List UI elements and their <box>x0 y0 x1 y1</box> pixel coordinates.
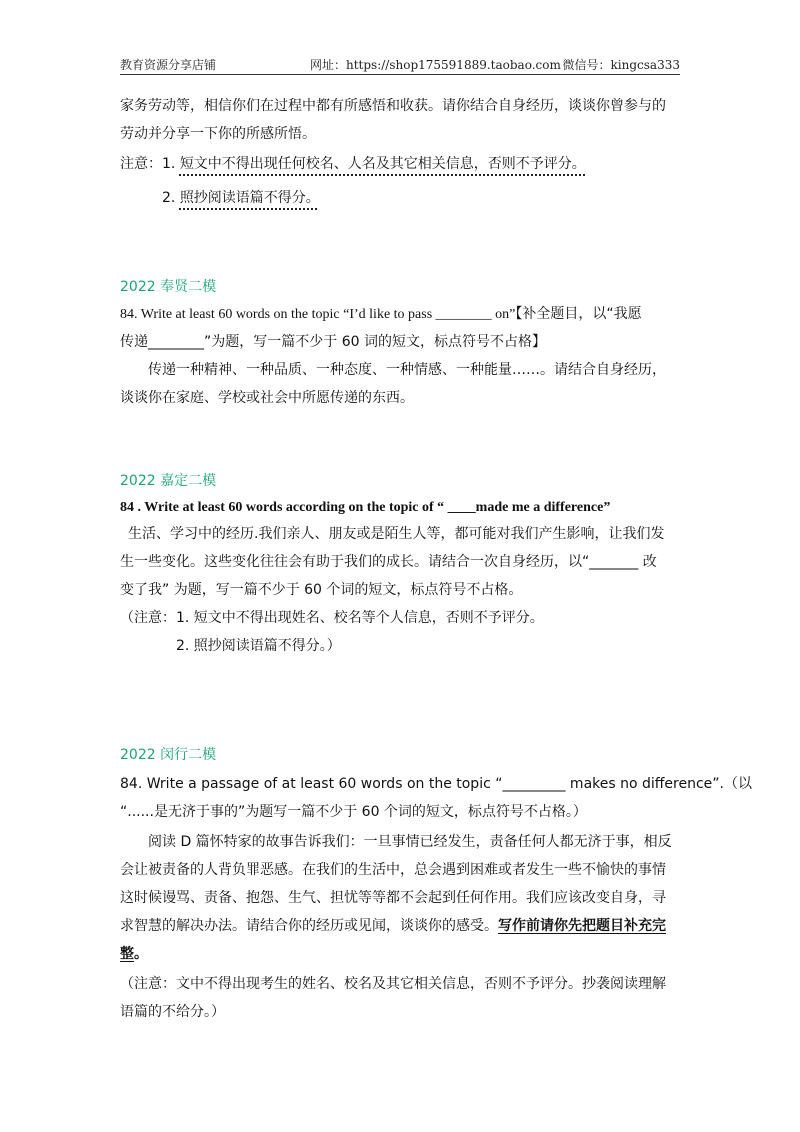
fengxian-line-4: 谈谈你在家庭、学校或社会中所愿传递的东西。 <box>120 390 414 406</box>
section-heading-minhang: 2022 闵行二模 <box>120 747 217 763</box>
header-wechat: 微信号：kingcsa333 <box>562 58 680 72</box>
section-heading-jiading: 2022 嘉定二模 <box>120 473 217 489</box>
minhang-emphasis: 写作前请你先把题目补充完 <box>498 918 666 934</box>
header-shop-name: 教育资源分享店铺 <box>120 58 217 72</box>
fengxian-prompt-cn: 【补全题目，以“我愿 <box>515 306 642 322</box>
intro-note-2 <box>162 184 724 212</box>
intro-note-1 <box>120 150 682 178</box>
section-heading-fengxian: 2022 奉贤二模 <box>120 279 217 295</box>
intro-line-1: 家务劳动等，相信你们在过程中都有所感悟和收获。请你结合自身经历，谈谈你曾参与的 <box>120 98 666 114</box>
minhang-line-6 <box>120 912 682 940</box>
minhang-line-2: “......是无济于事的”为题写一篇不少于 60 个词的短文，标点符号不占格。） <box>120 804 587 820</box>
jiading-line-6: 2. 照抄阅读语篇不得分。） <box>176 638 341 654</box>
minhang-line-7 <box>120 940 682 968</box>
minhang-line-9: 语篇的不给分。） <box>120 1004 225 1020</box>
minhang-emphasis-end: 整 <box>120 946 134 962</box>
page-header <box>120 56 680 74</box>
header-url: 网址：https://shop175591889.taobao.com <box>310 58 561 72</box>
jiading-line-5: （注意：1. 短文中不得出现姓名、校名等个人信息，否则不予评分。 <box>120 610 544 626</box>
jiading-line-2: 生活、学习中的经历.我们亲人、朋友或是陌生人等，都可能对我们产生影响，让我们发 <box>128 526 665 542</box>
fengxian-line-2: 传递________”为题，写一篇不少于 60 词的短文，标点符号不占格】 <box>120 334 546 350</box>
minhang-line-4: 会让被责备的人背负罪恶感。在我们的生活中，总会遇到困难或者发生一些不愉快的事情 <box>120 862 666 878</box>
intro-line-2: 劳动并分享一下你的所感所悟。 <box>120 126 316 142</box>
minhang-line-6-text: 求智慧的解决办法。请结合你的经历或见闻，谈谈你的感受。 <box>120 918 498 934</box>
minhang-line-1: 84. Write a passage of at least 60 words on the topic “_________ makes no difference”.（以 <box>120 776 752 792</box>
minhang-line-8: （注意：文中不得出现考生的姓名、校名及其它相关信息，否则不予评分。抄袭阅读理解 <box>120 976 666 992</box>
minhang-emphasis-period: 。 <box>134 946 148 962</box>
note-2-prefix: 2. <box>162 190 180 206</box>
jiading-line-3: 生一些变化。这些变化往往会有助于我们的成长。请结合一次自身经历，以“_______ 改 <box>120 554 657 570</box>
note-1-prefix: 注意：1. <box>120 156 180 172</box>
jiading-line-4: 变了我” 为题，写一篇不少于 60 个词的短文，标点符号不占格。 <box>120 582 523 598</box>
note-2-text: 照抄阅读语篇不得分。 <box>179 190 320 206</box>
jiading-line-1: 84 . Write at least 60 words according on the topic of “ ____made me a difference” <box>120 500 611 515</box>
minhang-line-3: 阅读 D 篇怀特家的故事告诉我们：一旦事情已经发生，责备任何人都无济于事，相反 <box>148 834 672 850</box>
fengxian-line-3: 传递一种精神、一种品质、一种态度、一种情感、一种能量……。请结合自身经历， <box>148 362 666 378</box>
minhang-line-5: 这时候谩骂、责备、抱怨、生气、担忧等等都不会起到任何作用。我们应该改变自身，寻 <box>120 890 666 906</box>
fengxian-line-1 <box>120 300 682 329</box>
header-divider <box>120 74 680 75</box>
fengxian-prompt-en: 84. Write at least 60 words on the topic “I’d like to pass ________ on” <box>120 307 516 322</box>
note-1-text: 短文中不得出现任何校名、人名及其它相关信息，否则不予评分。 <box>179 156 586 172</box>
